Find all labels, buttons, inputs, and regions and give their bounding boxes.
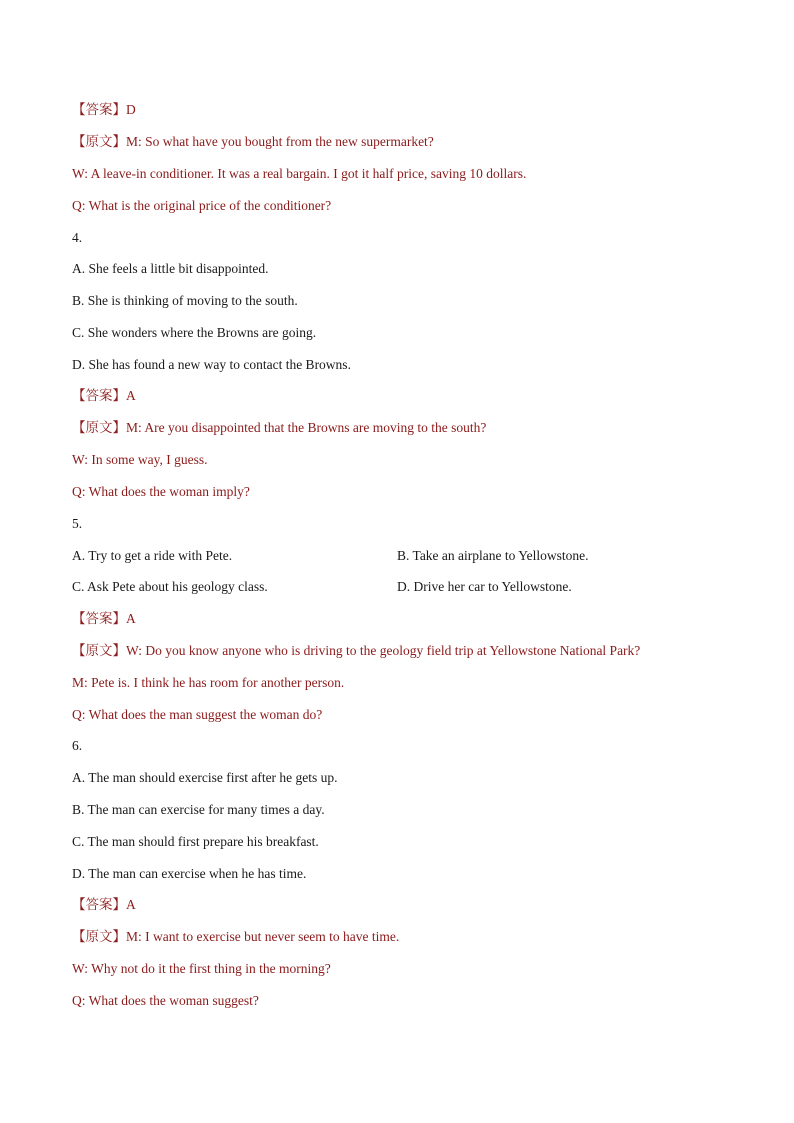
answer-value: A [126, 611, 136, 626]
answer-value: A [126, 897, 136, 912]
question-number: 5. [72, 516, 83, 531]
dialogue-line: W: A leave-in conditioner. It was a real bargain. I got it half price, saving 10 dollars. [72, 166, 527, 181]
dialogue-line: W: Why not do it the first thing in the morning? [72, 961, 331, 976]
question-number: 4. [72, 230, 83, 245]
question-number: 6. [72, 738, 83, 753]
answer-line [72, 387, 136, 405]
option-b: B. She is thinking of moving to the south. [72, 293, 298, 308]
dialogue-line: W: In some way, I guess. [72, 452, 208, 467]
option-a: A. The man should exercise first after he gets up. [72, 770, 338, 785]
answer-value: A [126, 388, 136, 403]
option-c: C. She wonders where the Browns are going. [72, 325, 317, 340]
option-b: B. Take an airplane to Yellowstone. [397, 548, 589, 563]
source-tag: 【原文】 [72, 643, 126, 658]
source-text: M: I want to exercise but never seem to have time. [126, 929, 400, 944]
option-a: A. She feels a little bit disappointed. [72, 261, 269, 276]
question-line: Q: What does the man suggest the woman do? [72, 707, 323, 722]
source-line [72, 133, 434, 151]
question-line: Q: What does the woman imply? [72, 484, 250, 499]
answer-value: D [126, 102, 136, 117]
answer-line [72, 101, 136, 119]
source-tag: 【原文】 [72, 134, 126, 149]
source-text: M: So what have you bought from the new supermarket? [126, 134, 434, 149]
answer-tag: 【答案】 [72, 611, 126, 626]
option-d: D. She has found a new way to contact the Browns. [72, 357, 351, 372]
answer-line [72, 610, 136, 628]
option-a: A. Try to get a ride with Pete. [72, 548, 233, 563]
source-line [72, 642, 640, 660]
source-line [72, 419, 486, 437]
answer-line [72, 896, 136, 914]
option-c: C. The man should first prepare his breakfast. [72, 834, 319, 849]
answer-tag: 【答案】 [72, 897, 126, 912]
dialogue-line: M: Pete is. I think he has room for another person. [72, 675, 345, 690]
option-b: B. The man can exercise for many times a day. [72, 802, 325, 817]
source-text: M: Are you disappointed that the Browns are moving to the south? [126, 420, 487, 435]
option-d: D. The man can exercise when he has time. [72, 866, 307, 881]
option-d: D. Drive her car to Yellowstone. [397, 579, 572, 594]
question-line: Q: What is the original price of the conditioner? [72, 198, 332, 213]
answer-tag: 【答案】 [72, 102, 126, 117]
source-text: W: Do you know anyone who is driving to the geology field trip at Yellowstone National Park? [126, 643, 641, 658]
option-c: C. Ask Pete about his geology class. [72, 579, 268, 594]
source-tag: 【原文】 [72, 929, 126, 944]
answer-tag: 【答案】 [72, 388, 126, 403]
question-line: Q: What does the woman suggest? [72, 993, 259, 1008]
source-line [72, 928, 399, 946]
source-tag: 【原文】 [72, 420, 126, 435]
